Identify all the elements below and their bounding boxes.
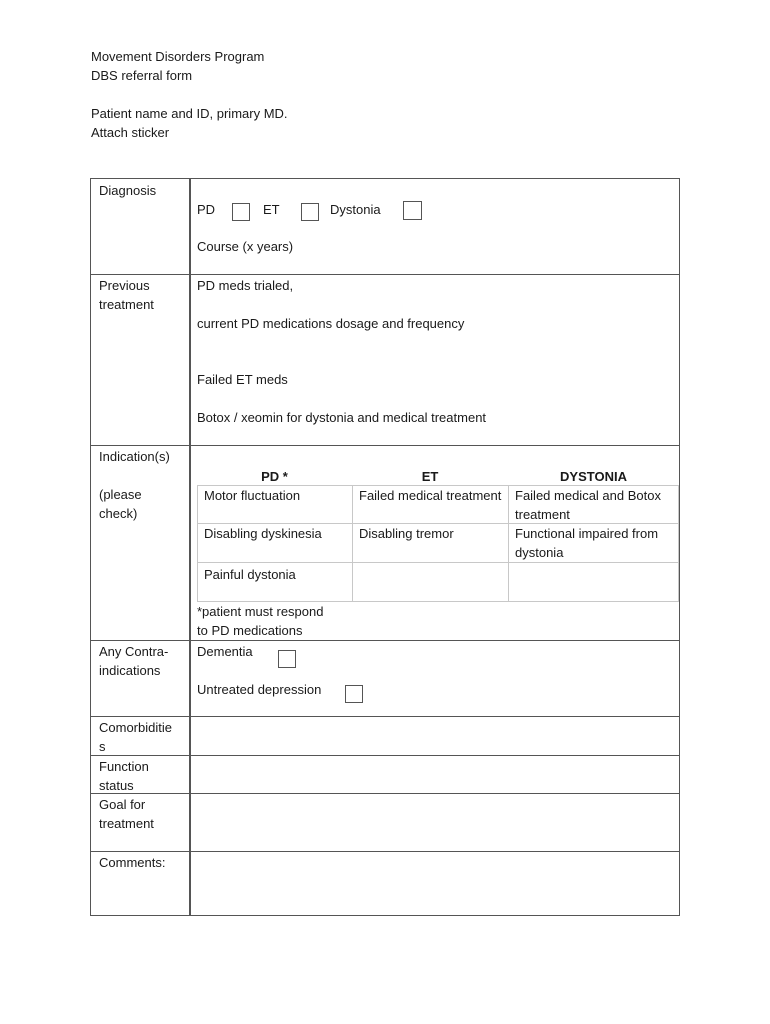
et-column-header: ET — [421, 469, 439, 484]
sticker-instruction: Attach sticker — [91, 125, 170, 140]
form-title: DBS referral form — [91, 68, 193, 83]
comorbidities-label-2: s — [99, 739, 106, 754]
dystonia-column-header: DYSTONIA — [560, 469, 627, 484]
indications-label: Indication(s) — [99, 449, 170, 464]
current-pd-medications: current PD medications dosage and frequency — [197, 316, 465, 331]
untreated-depression-checkbox[interactable] — [345, 685, 363, 703]
dementia-label: Dementia — [197, 644, 253, 659]
indication-cell[interactable]: Failed medical treatment — [352, 485, 509, 524]
comments-label: Comments: — [99, 855, 166, 870]
program-title: Movement Disorders Program — [91, 49, 265, 64]
indications-note-2: check) — [99, 506, 138, 521]
pd-footnote-2: to PD medications — [197, 623, 303, 638]
indication-cell[interactable] — [352, 562, 509, 602]
indication-cell[interactable]: Disabling dyskinesia — [197, 523, 353, 563]
function-status-label-2: status — [99, 778, 134, 793]
dementia-checkbox[interactable] — [278, 650, 296, 668]
pd-checkbox[interactable] — [232, 203, 250, 221]
function-status-label-1: Function — [99, 759, 149, 774]
indications-table — [197, 465, 679, 601]
contraindications-label-2: indications — [99, 663, 161, 678]
referral-form-table — [90, 178, 680, 916]
indication-cell[interactable]: Painful dystonia — [197, 562, 353, 602]
goal-field[interactable] — [191, 794, 679, 851]
dystonia-option-label: Dystonia — [330, 202, 381, 217]
failed-et-meds: Failed ET meds — [197, 372, 288, 387]
diagnosis-label: Diagnosis — [99, 183, 157, 198]
comorbidities-field[interactable] — [191, 717, 679, 755]
indications-note-1: (please — [99, 487, 142, 502]
pd-column-header: PD * — [261, 469, 288, 484]
goal-label-2: treatment — [99, 816, 154, 831]
untreated-depression-label: Untreated depression — [197, 682, 322, 697]
goal-label-1: Goal for — [99, 797, 146, 812]
previous-treatment-label-1: Previous — [99, 278, 150, 293]
botox-treatment: Botox / xeomin for dystonia and medical treatment — [197, 410, 487, 425]
course-field-label: Course (x years) — [197, 239, 294, 254]
patient-info-instruction: Patient name and ID, primary MD. — [91, 106, 288, 121]
function-status-field[interactable] — [191, 756, 679, 793]
comorbidities-label-1: Comorbiditie — [99, 720, 172, 735]
comments-field[interactable] — [191, 852, 679, 915]
indication-cell[interactable]: Motor fluctuation — [197, 485, 353, 524]
indication-cell[interactable]: Functional impaired from dystonia — [508, 523, 679, 563]
et-option-label: ET — [263, 202, 280, 217]
pd-option-label: PD — [197, 202, 216, 217]
indication-cell[interactable]: Failed medical and Botox treatment — [508, 485, 679, 524]
pd-footnote-1: *patient must respond — [197, 604, 324, 619]
previous-treatment-label-2: treatment — [99, 297, 154, 312]
contraindications-label-1: Any Contra- — [99, 644, 169, 659]
indication-cell[interactable]: Disabling tremor — [352, 523, 509, 563]
pd-meds-trialed: PD meds trialed, — [197, 278, 294, 293]
et-checkbox[interactable] — [301, 203, 319, 221]
indication-cell[interactable] — [508, 562, 679, 602]
dystonia-checkbox[interactable] — [403, 201, 422, 220]
form-header — [91, 47, 288, 142]
